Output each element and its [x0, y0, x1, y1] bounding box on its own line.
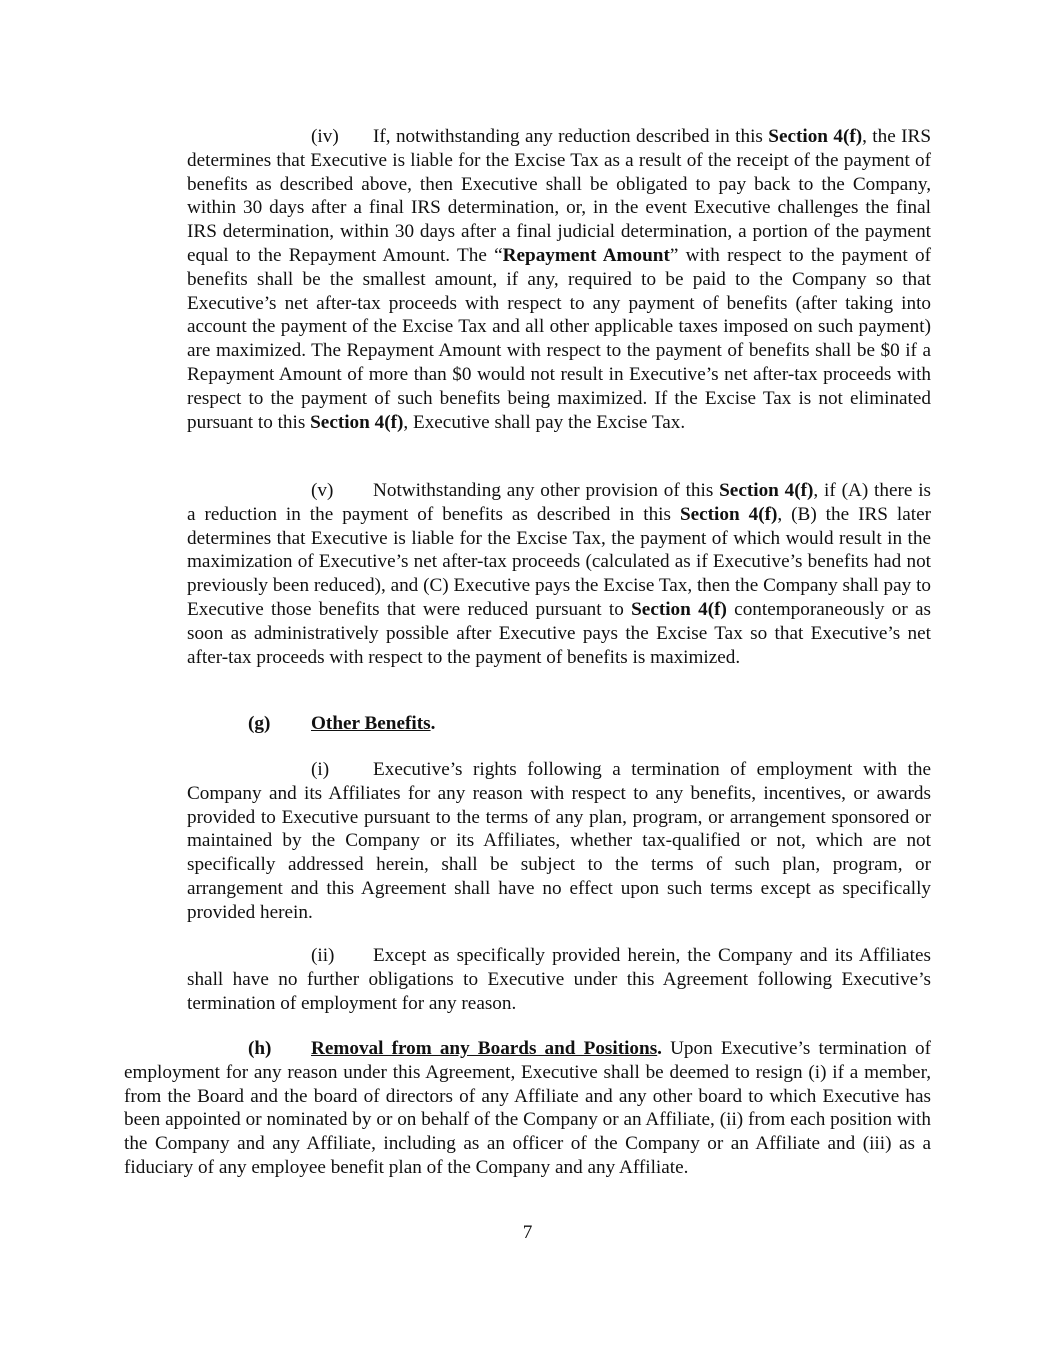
section-reference: Section 4(f)	[768, 126, 863, 147]
page-number: 7	[522, 1222, 533, 1243]
clause-number: (iv)	[311, 126, 339, 147]
section-reference: Section 4(f)	[310, 411, 404, 433]
clause-number: (ii)	[311, 945, 335, 966]
section-reference: Section 4(f)	[631, 598, 727, 620]
section-g-heading: (g) Other Benefits.	[248, 713, 436, 734]
clause-number: (v)	[311, 480, 334, 501]
section-h-paragraph: (h) Removal from any Boards and Positions. Upon Executive’s termination of employment for any reason under this Agreement, Executive shall be deemed to resign (i) if a member, from the Board and the board of directors of any Affiliate and any other board to which Executive has been appointed or nominated by or on behalf of the Company or an Affiliate, (ii) from each position with the Company and any Affiliate, including as an officer of the Company or an Affiliate and (iii) as a fiduciary of any employee benefit plan of the Company and any Affiliate.	[124, 1038, 931, 1178]
paragraph-g-ii: (ii) Except as specifically provided herein, the Company and its Affiliates shall have no further obligations to Executive under this Agreement following Executive’s termination of employment for any reason.	[187, 945, 931, 1014]
paragraph-4f-iv: (iv) If, notwithstanding any reduction described in this Section 4(f), the IRS determines that Executive is liable for the Excise Tax as a result of the receipt of the payment of benefits as described above, then Executive shall be obligated to pay back to the Company, within 30 days after a final IRS determination, or, in the event Executive challenges the final IRS determination, within 30 days after a final judicial determination, a portion of the payment equal to the Repayment Amount. The “Repayment Amount” with respect to the payment of benefits shall be the smallest amount, if any, required to be paid to the Company so that Executive’s net after-tax proceeds with respect to any payment of benefits (after taking into account the payment of the Excise Tax and all other applicable taxes imposed on such payment) are maximized. The Repayment Amount with respect to the payment of benefits shall be $0 if a Repayment Amount of more than $0 would not result in Executive’s net after-tax proceeds with respect to the payment of such benefits being maximized. If the Excise Tax is not eliminated pursuant to this Section 4(f), Executive shall pay the Excise Tax.	[187, 126, 931, 433]
clause-number: (i)	[311, 759, 330, 780]
section-title: Other Benefits	[311, 713, 431, 734]
section-reference: Section 4(f)	[719, 480, 814, 501]
paragraph-4f-v: (v) Notwithstanding any other provision of this Section 4(f), if (A) there is a reduction in the payment of benefits as described in this Section 4(f), (B) the IRS later determines that Executive is liable for the Excise Tax, the payment of which would result in the maximization of Executive’s net after-tax proceeds (calculated as if Executive’s benefits had not previously been reduced), and (C) Executive pays the Excise Tax, then the Company shall pay to Executive those benefits that were reduced pursuant to Section 4(f) contemporaneously or as soon as administratively possible after Executive pays the Excise Tax so that Executive’s net after-tax proceeds with respect to the payment of benefits is maximized.	[187, 480, 931, 668]
section-reference: Section 4(f)	[679, 503, 778, 525]
section-number: (h)	[248, 1038, 272, 1059]
section-number: (g)	[248, 713, 271, 734]
defined-term: Repayment Amount	[502, 244, 670, 266]
paragraph-g-i: (i) Executive’s rights following a termination of employment with the Company and its Affiliates for any reason with respect to any benefits, incentives, or awards provided to Executive pursuant to the terms of any plan, program, or arrangement sponsored or maintained by the Company or its Affiliates, whether tax-qualified or not, which are not specifically addressed herein, shall be subject to the terms of such plan, program, or arrangement and this Agreement shall have no effect upon such terms except as specifically provided herein.	[187, 759, 931, 923]
section-title: Removal from any Boards and Positions	[311, 1038, 658, 1059]
